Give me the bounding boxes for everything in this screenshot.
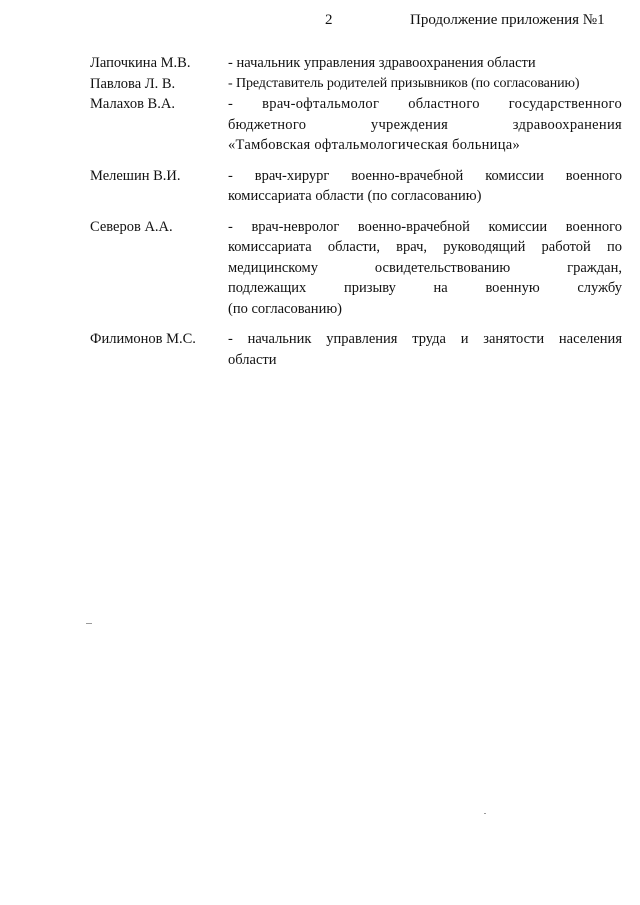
scan-speck [86, 623, 92, 624]
member-name: Филимонов М.С. [90, 331, 196, 347]
member-row [90, 94, 622, 156]
member-position-line: области [228, 351, 277, 368]
member-position [228, 166, 622, 207]
member-position-line: «Тамбовская офтальмологическая больница» [228, 137, 521, 153]
member-position-line: - врач-офтальмолог областного государственного [228, 96, 622, 112]
member-position [228, 217, 622, 320]
page-number: 2 [325, 12, 333, 28]
member-position-line: (по согласованию) [228, 300, 342, 317]
member-name: Павлова Л. В. [90, 75, 176, 92]
member-name: Малахов В.А. [90, 96, 175, 112]
appendix-continuation-heading: Продолжение приложения №1 [410, 12, 605, 28]
member-name: Северов А.А. [90, 218, 173, 235]
member-position-line: - начальник управления труда и занятости населения [228, 331, 622, 347]
member-name: Мелешин В.И. [90, 167, 181, 184]
member-position [228, 329, 622, 370]
member-position-line: комиссариата области, врач, руководящий работой по [228, 239, 622, 255]
member-position [228, 53, 622, 74]
commission-members-list [90, 53, 622, 370]
member-position-line: медицинскому освидетельствованию граждан, [228, 259, 622, 276]
member-row [90, 217, 622, 320]
member-row [90, 53, 622, 74]
member-row [90, 74, 622, 95]
member-position-line: - врач-хирург военно-врачебной комиссии военного [228, 167, 622, 184]
member-position-line: бюджетного учреждения здравоохранения [228, 116, 622, 133]
member-row [90, 329, 622, 370]
member-position-line: - врач-невролог военно-врачебной комиссии военного [228, 218, 622, 235]
member-position [228, 94, 622, 156]
member-position [228, 74, 622, 95]
member-position-line: комиссариата области (по согласованию) [228, 188, 482, 204]
member-position-line: - начальник управления здравоохранения области [228, 55, 536, 71]
member-position-line: - Представитель родителей призывников (по согласованию) [228, 75, 580, 91]
member-name: Лапочкина М.В. [90, 55, 191, 71]
member-position-line: подлежащих призыву на военную службу [228, 280, 622, 296]
member-row [90, 166, 622, 207]
scan-speck [484, 813, 486, 814]
